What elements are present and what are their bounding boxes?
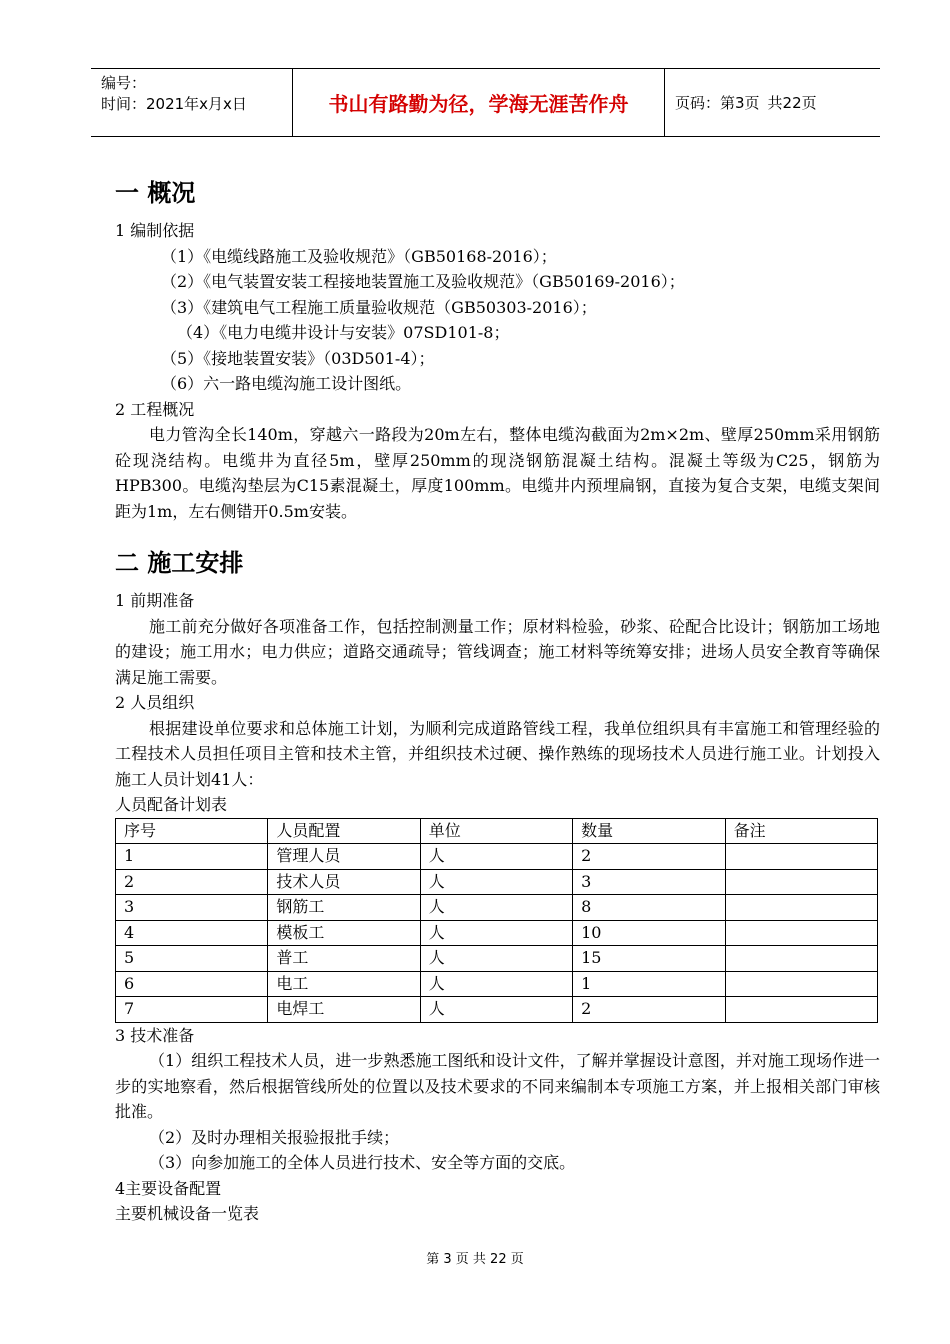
header-motto-cell bbox=[293, 69, 665, 136]
page-footer: 第 3 页 共 22 页 bbox=[426, 1252, 524, 1267]
table-cell: 人 bbox=[420, 997, 572, 1023]
reference-item: （3）《建筑电气工程施工质量验收规范（GB50303-2016）； bbox=[161, 297, 597, 317]
table-cell bbox=[725, 895, 877, 921]
table-cell: 人 bbox=[420, 844, 572, 870]
header-meta bbox=[91, 69, 293, 136]
table-cell: 15 bbox=[573, 946, 725, 972]
document-body bbox=[115, 176, 880, 1227]
table-cell: 6 bbox=[116, 971, 268, 997]
table-cell: 钢筋工 bbox=[268, 895, 420, 921]
table-row bbox=[116, 895, 878, 921]
table-row bbox=[116, 844, 878, 870]
table-header-cell: 数量 bbox=[573, 818, 725, 844]
preparation-paragraph: 施工前充分做好各项准备工作，包括控制测量工作；原材料检验，砂浆、砼配合比设计；钢筋加工场地的建设；施工用水；电力供应；道路交通疏导；管线调查；施工材料等统筹安排；进场人员安全教育等确保满足施工需要。 bbox=[115, 616, 880, 687]
table-header-cell: 单位 bbox=[420, 818, 572, 844]
page-header bbox=[91, 68, 880, 137]
table-cell bbox=[725, 946, 877, 972]
table-cell bbox=[725, 869, 877, 895]
table-cell: 人 bbox=[420, 895, 572, 921]
header-page-cell bbox=[665, 69, 880, 136]
table-cell: 模板工 bbox=[268, 920, 420, 946]
table-cell: 7 bbox=[116, 997, 268, 1023]
tech-item: （3）向参加施工的全体人员进行技术、安全等方面的交底。 bbox=[149, 1153, 576, 1172]
section-2-sub-2: 2 人员组织 bbox=[115, 693, 195, 712]
tech-item: （2）及时办理相关报验报批手续； bbox=[149, 1127, 400, 1147]
table-row bbox=[116, 971, 878, 997]
table-cell: 10 bbox=[573, 920, 725, 946]
table-cell: 人 bbox=[420, 946, 572, 972]
table-cell: 人 bbox=[420, 869, 572, 895]
table-row bbox=[116, 946, 878, 972]
section-1-title: 一 概况 bbox=[115, 179, 196, 207]
table-cell: 普工 bbox=[268, 946, 420, 972]
table-cell: 4 bbox=[116, 920, 268, 946]
table-cell: 5 bbox=[116, 946, 268, 972]
table-cell bbox=[725, 920, 877, 946]
table-cell: 1 bbox=[573, 971, 725, 997]
reference-item: （4）《电力电缆井设计与安装》07SD101-8； bbox=[177, 323, 510, 342]
table-cell: 2 bbox=[573, 844, 725, 870]
header-page-label: 页码：第3页 bbox=[675, 94, 760, 112]
table-row bbox=[116, 997, 878, 1023]
section-2-sub-1: 1 前期准备 bbox=[115, 591, 195, 610]
table-cell: 8 bbox=[573, 895, 725, 921]
table-header-cell: 序号 bbox=[116, 818, 268, 844]
table-cell: 1 bbox=[116, 844, 268, 870]
table-cell: 3 bbox=[116, 895, 268, 921]
reference-item: （2）《电气装置安装工程接地装置施工及验收规范》（GB50169-2016）； bbox=[161, 272, 685, 291]
doc-time-label: 时间：2021年x月x日 bbox=[101, 95, 247, 113]
section-2-title: 二 施工安排 bbox=[115, 549, 244, 577]
table-header-cell: 备注 bbox=[725, 818, 877, 844]
table-cell: 电工 bbox=[268, 971, 420, 997]
tech-item: （1）组织工程技术人员，进一步熟悉施工图纸和设计文件，了解并掌握设计意图，并对施工现场作进一步的实地察看，然后根据管线所处的位置以及技术要求的不同来编制本专项施工方案，并上报相关部门审核批准。 bbox=[115, 1051, 880, 1121]
header-total-label: 共22页 bbox=[767, 94, 817, 112]
table-cell: 2 bbox=[573, 997, 725, 1023]
staff-table bbox=[115, 818, 878, 1023]
overview-paragraph: 电力管沟全长140m，穿越六一路段为20m左右，整体电缆沟截面为2m×2m、壁厚250mm采用钢筋砼现浇结构。电缆井为直径5m，壁厚250mm的现浇钢筋混凝土结构。混凝土等级为C25，钢筋为HPB300。电缆沟垫层为C15素混凝土，厚度100mm。电缆井内预埋扁钢，直接为复合支架，电缆支架间距为1m，左右侧错开0.5m安装。 bbox=[115, 425, 880, 521]
reference-item: （6）六一路电缆沟施工设计图纸。 bbox=[161, 374, 412, 393]
table-cell: 电焊工 bbox=[268, 997, 420, 1023]
doc-number-label: 编号： bbox=[101, 74, 147, 92]
table-cell bbox=[725, 997, 877, 1023]
table-header-cell: 人员配置 bbox=[268, 818, 420, 844]
equipment-table-title: 主要机械设备一览表 bbox=[115, 1204, 260, 1223]
table-cell: 2 bbox=[116, 869, 268, 895]
table-cell bbox=[725, 844, 877, 870]
table-cell bbox=[725, 971, 877, 997]
section-1-sub-2: 2 工程概况 bbox=[115, 399, 195, 419]
section-2-sub-4: 4主要设备配置 bbox=[115, 1178, 222, 1198]
reference-item: （5）《接地装置安装》（03D501-4）； bbox=[161, 348, 435, 368]
table-cell: 技术人员 bbox=[268, 869, 420, 895]
header-motto: 书山有路勤为径，学海无涯苦作舟 bbox=[328, 92, 629, 116]
staffing-paragraph: 根据建设单位要求和总体施工计划，为顺利完成道路管线工程，我单位组织具有丰富施工和管理经验的工程技术人员担任项目主管和技术主管，并组织技术过硬、操作熟练的现场技术人员进行施工业。计划投入施工人员计划41人： bbox=[115, 718, 880, 789]
table-row bbox=[116, 869, 878, 895]
table-cell: 3 bbox=[573, 869, 725, 895]
reference-item: （1）《电缆线路施工及验收规范》（GB50168-2016）； bbox=[161, 246, 557, 266]
table-header-row bbox=[116, 818, 878, 844]
table-row bbox=[116, 920, 878, 946]
table-cell: 人 bbox=[420, 971, 572, 997]
section-2-sub-3: 3 技术准备 bbox=[115, 1025, 195, 1045]
table-cell: 管理人员 bbox=[268, 844, 420, 870]
table-cell: 人 bbox=[420, 920, 572, 946]
staff-table-title: 人员配备计划表 bbox=[115, 795, 228, 814]
section-1-sub-1: 1 编制依据 bbox=[115, 221, 195, 240]
